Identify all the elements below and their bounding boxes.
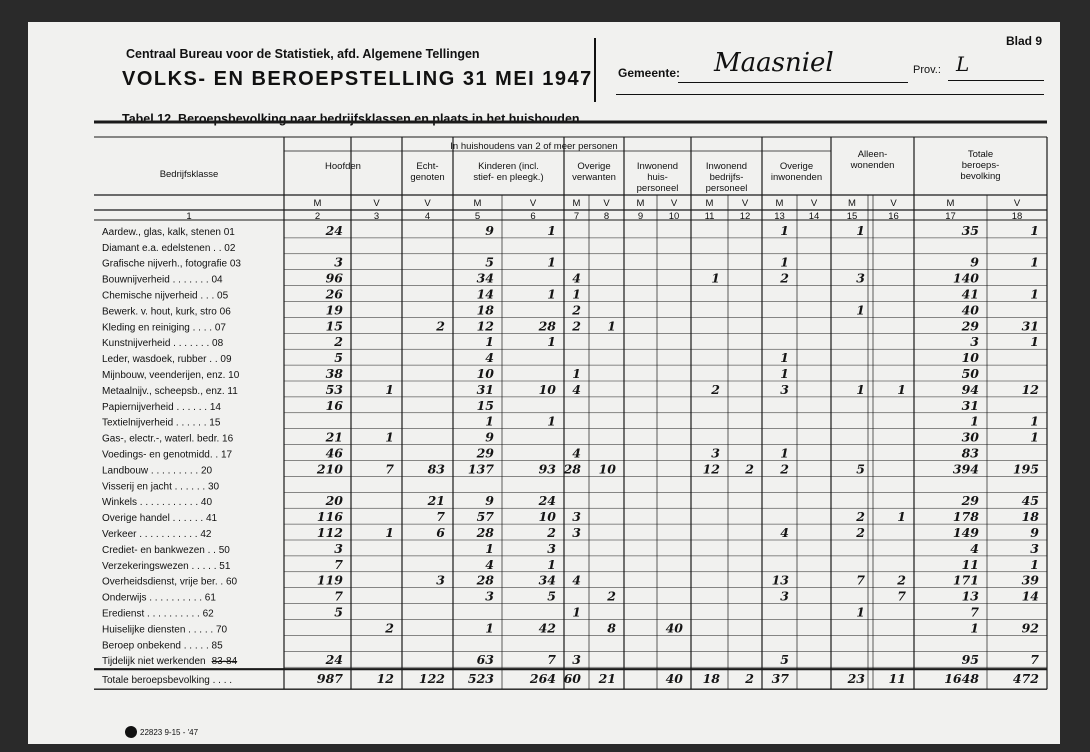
group-header-line: bedrijfs- [709, 172, 744, 183]
cell-value-col-18: 14 [1021, 588, 1039, 604]
sex-header-col-12: V [741, 198, 749, 209]
cell-value-col-18: 1 [1030, 222, 1039, 238]
cell-value-col-5: 1 [485, 334, 494, 350]
group-header-line: verwanten [572, 172, 616, 183]
gemeente-underline [678, 82, 908, 83]
cell-value-col-5: 1 [485, 540, 494, 556]
row-label: Overige handel . . . . . . 41 [102, 513, 218, 525]
cell-value-col-2: 38 [325, 366, 343, 381]
group-header-line: Inwonend [705, 161, 748, 172]
column-number-1: 1 [186, 211, 192, 222]
sex-header-col-11: M [705, 198, 714, 209]
cell-value-col-4: 2 [436, 318, 445, 334]
column-number-17: 17 [945, 211, 956, 222]
header-rule [616, 94, 1044, 95]
cell-value-col-5: 5 [485, 254, 494, 270]
prov-underline [948, 80, 1044, 81]
cell-value-col-6: 1 [547, 334, 556, 350]
row-label: Papiernijverheid . . . . . . 14 [102, 401, 221, 413]
form-title: VOLKS- EN BEROEPSTELLING 31 MEI 1947 [122, 68, 593, 90]
group-header-line: personeel [636, 183, 679, 194]
cell-value-col-16: 2 [897, 572, 906, 588]
group-header-line: Overige [577, 161, 611, 172]
cell-value-col-2: 5 [334, 604, 343, 620]
cell-value-col-17: 31 [961, 397, 979, 413]
cell-value-col-15: 1 [856, 604, 865, 620]
cell-value-col-7: 1 [572, 604, 581, 620]
total-value-col-2: 987 [316, 671, 343, 687]
cell-value-col-5: 1 [485, 620, 494, 636]
group-header-huishoudens: In huishoudens van 2 of meer personen [450, 141, 618, 152]
total-value-col-4: 122 [418, 671, 445, 687]
column-number-6: 6 [530, 211, 536, 222]
print-note: 22823 9-15 - '47 [140, 728, 199, 737]
cell-value-col-6: 5 [547, 588, 556, 604]
cell-value-col-17: 1 [970, 620, 979, 636]
group-header-line: personeel [705, 183, 748, 194]
row-label: Leder, wasdoek, rubber . . 09 [102, 354, 232, 366]
group-header-6 [771, 161, 822, 183]
sex-header-col-18: V [1013, 198, 1021, 209]
cell-value-col-13: 1 [780, 445, 789, 461]
cell-value-col-16: 1 [897, 381, 906, 397]
row-label: Mijnbouw, veenderijen, enz. 10 [102, 370, 240, 381]
column-number-3: 3 [373, 211, 380, 222]
row-label: Kunstnijverheid . . . . . . . 08 [102, 338, 224, 350]
cell-value-col-7: 4 [572, 445, 581, 461]
cell-value-col-17: 29 [961, 318, 979, 334]
cell-value-col-6: 7 [547, 652, 556, 668]
sex-header-col-2: M [313, 198, 322, 209]
cell-value-col-13: 1 [780, 222, 789, 238]
cell-value-col-7: 28 [563, 461, 581, 477]
cell-value-col-13: 2 [780, 461, 789, 477]
cell-value-col-17: 35 [961, 222, 979, 238]
cell-value-col-17: 9 [970, 254, 979, 270]
cell-value-col-7: 3 [572, 509, 581, 525]
cell-value-col-13: 1 [780, 366, 789, 381]
cell-value-col-11: 1 [711, 270, 720, 286]
column-number-14: 14 [808, 211, 820, 222]
cell-value-col-17: 30 [961, 429, 979, 445]
cell-value-col-6: 1 [547, 254, 556, 270]
cell-value-col-7: 2 [572, 318, 581, 334]
cell-value-col-5: 9 [485, 493, 494, 509]
cell-value-col-4: 7 [436, 509, 445, 525]
cell-value-col-2: 116 [316, 509, 343, 525]
cell-value-col-2: 19 [325, 302, 343, 318]
total-value-col-7: 60 [563, 671, 581, 687]
group-header-line: genoten [410, 172, 445, 183]
cell-value-col-8: 2 [607, 588, 616, 604]
group-header-line: wonenden [850, 160, 895, 171]
cell-value-col-2: 53 [325, 381, 343, 397]
cell-value-col-5: 3 [485, 588, 494, 604]
group-header-line: Overige [779, 161, 814, 172]
cell-value-col-6: 1 [547, 222, 556, 238]
cell-value-col-6: 2 [547, 525, 556, 540]
cell-value-col-10: 40 [665, 620, 683, 636]
printer-logo-icon [125, 726, 137, 738]
cell-value-col-11: 3 [711, 445, 720, 461]
total-value-col-6: 264 [529, 671, 556, 687]
group-header-line: Hoofden [325, 161, 361, 172]
cell-value-col-3: 1 [385, 525, 394, 540]
row-label: Onderwijs . . . . . . . . . . 61 [102, 592, 216, 604]
cell-value-col-2: 3 [334, 540, 343, 556]
group-header-8 [960, 149, 1000, 182]
cell-value-col-17: 41 [961, 286, 979, 302]
column-number-9: 9 [637, 211, 644, 222]
row-label: Chemische nijverheid . . . 05 [102, 290, 229, 302]
cell-value-col-18: 7 [1030, 652, 1039, 668]
cell-value-col-5: 29 [476, 445, 494, 461]
cell-value-col-4: 21 [427, 493, 445, 509]
total-value-col-17: 1648 [944, 671, 979, 687]
header-bedrijfsklasse: Bedrijfsklasse [159, 169, 219, 180]
row-label: Metaalnijv., scheepsb., enz. 11 [102, 385, 238, 397]
cell-value-col-3: 2 [385, 620, 394, 636]
cell-value-col-2: 5 [334, 350, 343, 366]
cell-value-col-13: 3 [780, 381, 789, 397]
sheet-number: Blad 9 [1006, 34, 1043, 48]
total-value-col-10: 40 [665, 671, 683, 687]
cell-value-col-2: 7 [334, 588, 343, 604]
cell-value-col-17: 7 [970, 604, 979, 620]
cell-value-col-15: 7 [856, 572, 865, 588]
cell-value-col-6: 42 [538, 620, 556, 636]
cell-value-col-5: 9 [485, 429, 494, 445]
group-header-line: Inwonend [636, 161, 679, 172]
cell-value-col-5: 4 [485, 556, 494, 572]
cell-value-col-5: 28 [476, 525, 494, 540]
cell-value-col-17: 40 [961, 302, 979, 318]
sex-header-col-15: M [848, 198, 856, 209]
cell-value-col-5: 34 [476, 270, 494, 286]
sex-header-col-8: V [603, 198, 610, 209]
cell-value-col-18: 1 [1030, 334, 1039, 350]
cell-value-col-5: 57 [476, 509, 494, 525]
row-label: Overheidsdienst, vrije ber. . 60 [102, 576, 238, 588]
cell-value-col-7: 4 [572, 381, 581, 397]
cell-value-col-17: 50 [961, 366, 979, 381]
cell-value-col-2: 46 [325, 445, 343, 461]
column-number-12: 12 [739, 211, 751, 222]
column-number-16: 16 [888, 211, 899, 222]
cell-value-col-2: 16 [325, 397, 343, 413]
cell-value-col-7: 3 [572, 525, 581, 540]
cell-value-col-6: 24 [538, 493, 556, 509]
total-value-col-11: 18 [702, 671, 720, 687]
cell-value-col-17: 178 [952, 509, 979, 525]
group-header-line: Kinderen (incl. [478, 161, 539, 172]
cell-value-col-2: 210 [316, 461, 343, 477]
cell-value-col-2: 21 [325, 429, 343, 445]
cell-value-col-2: 119 [316, 572, 343, 588]
group-header-line: beroeps- [961, 160, 1000, 171]
cell-value-col-7: 1 [572, 286, 581, 302]
cell-value-col-17: 29 [961, 493, 979, 509]
cell-value-col-15: 1 [856, 302, 865, 318]
row-label: Grafische nijverh., fotografie 03 [102, 258, 241, 270]
cell-value-col-17: 1 [970, 413, 979, 429]
column-number-7: 7 [573, 211, 580, 222]
total-value-col-16: 11 [888, 671, 906, 687]
group-header-line: Alleen- [857, 149, 888, 160]
cell-value-col-13: 1 [780, 254, 789, 270]
cell-value-col-17: 94 [961, 381, 979, 397]
sex-header-col-4: V [424, 198, 431, 209]
total-row-label: Totale beroepsbevolking . . . . [102, 675, 233, 687]
cell-value-col-18: 45 [1021, 493, 1039, 509]
column-number-18: 18 [1011, 211, 1023, 222]
cell-value-col-2: 7 [334, 556, 343, 572]
gemeente-label: Gemeente: [618, 66, 681, 80]
group-header-line: inwonenden [770, 172, 823, 183]
cell-value-col-18: 31 [1021, 318, 1039, 334]
cell-value-col-13: 4 [780, 525, 789, 540]
group-header-line: huis- [647, 172, 668, 183]
cell-value-col-2: 24 [325, 222, 343, 238]
group-header-5 [706, 161, 748, 194]
cell-value-col-18: 1 [1030, 429, 1039, 445]
cell-value-col-3: 1 [385, 429, 394, 445]
row-label: Voedings- en genotmidd. . 17 [102, 449, 233, 461]
total-value-col-8: 21 [598, 671, 616, 687]
cell-value-col-7: 4 [572, 270, 581, 286]
statistics-table [94, 100, 1049, 720]
cell-value-col-16: 1 [897, 509, 906, 525]
cell-value-col-6: 10 [538, 509, 556, 525]
column-number-5: 5 [474, 211, 481, 222]
row-label: Gas-, electr.-, waterl. bedr. 16 [102, 433, 234, 445]
cell-value-col-2: 3 [334, 254, 343, 270]
cell-value-col-17: 394 [952, 461, 979, 477]
header-divider [594, 38, 596, 102]
cell-value-col-18: 3 [1030, 540, 1039, 556]
row-label: Huiselijke diensten . . . . . 70 [102, 624, 228, 636]
prov-handwritten-value: L [956, 52, 970, 76]
cell-value-col-12: 2 [745, 461, 754, 477]
row-label: Kleding en reiniging . . . . 07 [102, 322, 226, 334]
cell-value-col-4: 3 [436, 572, 445, 588]
cell-value-col-17: 83 [961, 445, 979, 461]
cell-value-col-17: 3 [970, 334, 979, 350]
cell-value-col-16: 7 [897, 588, 906, 604]
group-header-2 [473, 161, 543, 183]
cell-value-col-5: 137 [467, 461, 494, 477]
group-header-3 [572, 161, 616, 183]
column-number-2: 2 [314, 211, 321, 222]
cell-value-col-5: 14 [476, 286, 494, 302]
cell-value-col-6: 1 [547, 413, 556, 429]
row-label: Aardew., glas, kalk, stenen 01 [102, 226, 235, 238]
cell-value-col-6: 1 [547, 286, 556, 302]
group-header-7 [850, 149, 895, 171]
row-label: Crediet- en bankwezen . . 50 [102, 544, 230, 556]
cell-value-col-4: 6 [436, 525, 445, 540]
cell-value-col-17: 149 [952, 525, 979, 540]
cell-value-col-5: 63 [476, 652, 494, 668]
row-label: Tijdelijk niet werkenden 83-84 [102, 656, 238, 668]
cell-value-col-15: 2 [856, 525, 865, 540]
cell-value-col-7: 2 [572, 302, 581, 318]
row-label: Beroep onbekend . . . . . 85 [102, 640, 223, 652]
cell-value-col-2: 2 [334, 334, 343, 350]
cell-value-col-6: 28 [538, 318, 556, 334]
cell-value-col-17: 10 [961, 350, 979, 366]
cell-value-col-15: 2 [856, 509, 865, 525]
cell-value-col-7: 4 [572, 572, 581, 588]
cell-value-col-18: 92 [1021, 620, 1039, 636]
column-number-15: 15 [846, 211, 858, 222]
cell-value-col-13: 2 [780, 270, 789, 286]
row-label-struck-code: 83-84 [211, 656, 238, 668]
cell-value-col-18: 1 [1030, 254, 1039, 270]
cell-value-col-2: 112 [316, 525, 343, 540]
prov-label: Prov.: [913, 64, 941, 76]
total-value-col-18: 472 [1012, 671, 1039, 687]
cell-value-col-17: 13 [961, 588, 979, 604]
cell-value-col-18: 1 [1030, 286, 1039, 302]
cell-value-col-2: 96 [325, 270, 343, 286]
group-header-4 [637, 161, 679, 194]
cell-value-col-18: 39 [1021, 572, 1039, 588]
column-number-4: 4 [424, 211, 431, 222]
sex-header-col-14: V [810, 198, 818, 209]
group-header-line: bevolking [960, 171, 1001, 182]
cell-value-col-6: 10 [538, 381, 556, 397]
cell-value-col-18: 1 [1030, 413, 1039, 429]
cell-value-col-6: 34 [538, 572, 556, 588]
cell-value-col-8: 10 [598, 461, 616, 477]
cell-value-col-4: 83 [427, 461, 445, 477]
cell-value-col-5: 31 [476, 381, 494, 397]
cell-value-col-11: 12 [702, 461, 720, 477]
sex-header-col-17: M [946, 198, 955, 209]
cell-value-col-15: 3 [856, 270, 865, 286]
row-label: Verzekeringswezen . . . . . 51 [102, 560, 231, 572]
row-label: Visserij en jacht . . . . . . 30 [102, 481, 220, 493]
row-label: Bewerk. v. hout, kurk, stro 06 [102, 306, 231, 318]
cell-value-col-11: 2 [711, 381, 720, 397]
cell-value-col-2: 20 [325, 493, 343, 509]
gemeente-handwritten-value: Maasniel [714, 48, 834, 78]
group-header-line: Totale [967, 149, 994, 160]
row-label: Winkels . . . . . . . . . . . 40 [102, 497, 213, 509]
cell-value-col-5: 9 [485, 222, 494, 238]
cell-value-col-5: 12 [476, 318, 494, 334]
column-number-13: 13 [774, 211, 785, 222]
cell-value-col-15: 1 [856, 222, 865, 238]
table-title: Tabel 12. Beroepsbevolking naar bedrijfsklassen en plaats in het huishouden [122, 112, 580, 126]
cell-value-col-18: 9 [1030, 525, 1039, 540]
cell-value-col-18: 1 [1030, 556, 1039, 572]
cell-value-col-6: 93 [538, 461, 556, 477]
cell-value-col-17: 95 [961, 652, 979, 668]
cell-value-col-13: 13 [771, 572, 789, 588]
cell-value-col-5: 15 [476, 397, 494, 413]
group-header-line: stief- en pleegk.) [473, 172, 544, 183]
column-number-8: 8 [603, 211, 610, 222]
cell-value-col-5: 10 [476, 366, 494, 381]
cell-value-col-7: 1 [572, 366, 581, 381]
cell-value-col-17: 4 [970, 540, 979, 556]
row-label: Bouwnijverheid . . . . . . . 04 [102, 274, 223, 286]
sex-header-col-13: M [775, 198, 784, 209]
row-label: Textielnijverheid . . . . . . 15 [102, 417, 221, 429]
sex-header-col-3: V [373, 198, 380, 209]
cell-value-col-5: 1 [485, 413, 494, 429]
sex-header-col-5: M [473, 198, 482, 209]
cell-value-col-6: 3 [547, 540, 556, 556]
row-label: Verkeer . . . . . . . . . . . 42 [102, 529, 212, 540]
cell-value-col-5: 18 [476, 302, 494, 318]
group-header-0 [325, 161, 361, 172]
group-header-1 [410, 161, 444, 183]
sex-header-col-7: M [572, 198, 581, 209]
sex-header-col-10: V [670, 198, 678, 209]
cell-value-col-15: 5 [856, 461, 865, 477]
total-value-col-5: 523 [467, 671, 494, 687]
total-value-col-3: 12 [376, 671, 394, 687]
column-number-11: 11 [704, 211, 715, 222]
row-label: Landbouw . . . . . . . . . 20 [102, 465, 213, 477]
cell-value-col-3: 7 [385, 461, 394, 477]
cell-value-col-2: 26 [325, 286, 343, 302]
cell-value-col-17: 140 [952, 270, 979, 286]
sex-header-col-9: M [636, 198, 645, 209]
sex-header-col-6: V [529, 198, 537, 209]
cell-value-col-8: 1 [607, 318, 616, 334]
cell-value-col-17: 171 [952, 572, 979, 588]
cell-value-col-2: 15 [325, 318, 343, 334]
cell-value-col-18: 12 [1021, 381, 1039, 397]
cell-value-col-5: 4 [485, 350, 494, 366]
row-label: Eredienst . . . . . . . . . . 62 [102, 608, 214, 620]
cell-value-col-18: 18 [1021, 509, 1039, 525]
cell-value-col-13: 3 [780, 588, 789, 604]
cell-value-col-13: 1 [780, 350, 789, 366]
total-value-col-13: 37 [771, 671, 789, 687]
cell-value-col-7: 3 [572, 652, 581, 668]
bureau-name: Centraal Bureau voor de Statistiek, afd. Algemene Tellingen [126, 47, 480, 61]
column-number-10: 10 [668, 211, 680, 222]
cell-value-col-3: 1 [385, 381, 394, 397]
sex-header-col-16: V [890, 198, 897, 209]
cell-value-col-18: 195 [1012, 461, 1039, 477]
cell-value-col-13: 5 [780, 652, 789, 668]
cell-value-col-2: 24 [325, 652, 343, 668]
cell-value-col-15: 1 [856, 381, 865, 397]
cell-value-col-6: 1 [547, 556, 556, 572]
cell-value-col-17: 11 [961, 556, 979, 572]
total-value-col-12: 2 [745, 671, 754, 687]
total-value-col-15: 23 [847, 671, 865, 687]
group-header-line: Echt- [416, 161, 439, 172]
cell-value-col-5: 28 [476, 572, 494, 588]
row-label: Diamant e.a. edelstenen . . 02 [102, 242, 236, 254]
cell-value-col-8: 8 [607, 620, 616, 636]
